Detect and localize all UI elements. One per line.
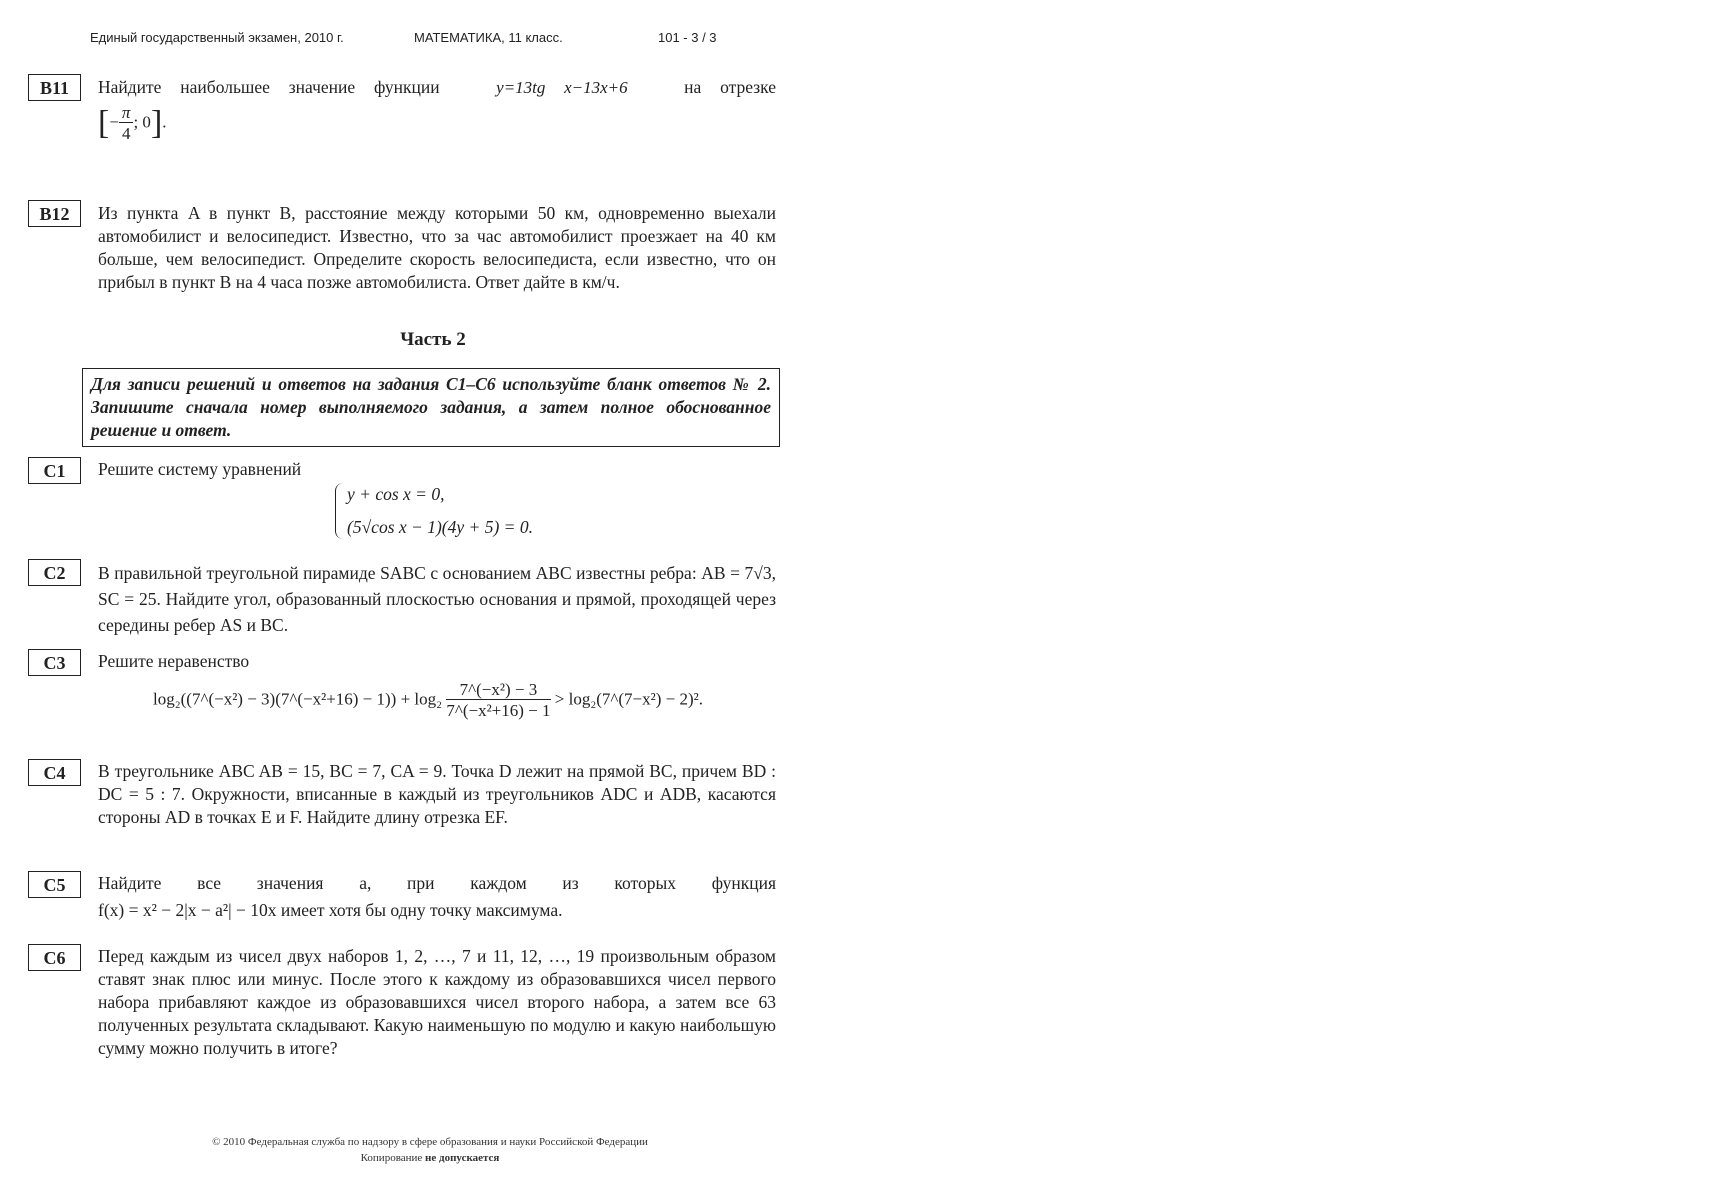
task-c1 — [28, 457, 778, 547]
c1-equation-2: (5√cos x − 1)(4y + 5) = 0. — [347, 517, 533, 537]
c1-system — [335, 479, 575, 543]
b11-question: Найдите наибольшее значение функции — [98, 77, 440, 97]
task-c3 — [28, 649, 778, 739]
exam-page — [0, 0, 800, 1193]
c5-line-2: f(x) = x² − 2|x − a²| − 10x имеет хотя бы одну точку максимума. — [98, 900, 563, 920]
part-2-instructions: Для записи решений и ответов на задания С1–С6 используйте бланк ответов № 2. Запишите сначала номер выполняемого задания, а затем полное обоснованное решение и ответ. — [82, 368, 780, 447]
c2-text: В правильной треугольной пирамиде SABC с основанием ABC известны ребра: AB = 7√3, SC = 25. Найдите угол, образованный плоскостью основания и прямой, проходящей через середины ребер AS и BC. — [98, 563, 776, 635]
task-label-c2: C2 — [28, 559, 81, 586]
task-label-c3: C3 — [28, 649, 81, 676]
header-page-number: 101 - 3 / 3 — [658, 30, 717, 45]
footer-copy-forbidden: не допускается — [425, 1152, 500, 1164]
header-exam: Единый государственный экзамен, 2010 г. — [90, 30, 344, 45]
task-b12 — [28, 200, 778, 320]
c3-fraction-denominator: 7^(−x²+16) − 1 — [446, 701, 551, 720]
task-label-b11: B11 — [28, 74, 81, 101]
task-c5 — [28, 871, 778, 931]
header-subject: МАТЕМАТИКА, 11 класс. — [414, 30, 563, 45]
task-b11 — [28, 74, 778, 164]
task-c6 — [28, 944, 778, 1084]
c3-text: Решите неравенство — [98, 651, 250, 671]
b11-interval-minus: − — [109, 112, 119, 132]
b11-tail: на отрезке — [684, 77, 776, 97]
c3-fraction-numerator: 7^(−x²) − 3 — [446, 681, 550, 700]
task-label-b12: B12 — [28, 200, 81, 227]
b11-function-formula: y=13tg x−13x+6 — [496, 78, 628, 97]
part-2-title: Часть 2 — [400, 329, 466, 350]
footer-copy-prefix: Копирование — [360, 1152, 423, 1164]
b11-interval: [− $\frac{\pi}{4}$ ; 0]. — [98, 103, 167, 143]
task-label-c4: C4 — [28, 759, 81, 786]
c1-brace — [335, 483, 344, 539]
c1-equation-1: y + cos x = 0, — [347, 484, 445, 504]
c3-inequality — [153, 681, 703, 720]
c5-line-1: Найдите все значения a, при каждом из которых функция — [98, 873, 776, 893]
task-b12-text: Из пункта A в пункт B, расстояние между которыми 50 км, одновременно выехали автомобилист и велосипедист. Известно, что за час автомобилист проезжает на 40 км больше, чем велосипедист. Определите скорость велосипедиста, если известно, что он прибыл в пункт B на 4 часа позже автомобилиста. Ответ дайте в км/ч. — [98, 203, 776, 292]
b11-interval-denominator: 4 — [121, 124, 131, 143]
task-c4 — [28, 759, 778, 859]
task-label-c1: C1 — [28, 457, 81, 484]
task-label-c6: C6 — [28, 944, 81, 971]
task-c2 — [28, 559, 778, 639]
c4-text: В треугольнике ABC AB = 15, BC = 7, CA = 9. Точка D лежит на прямой BC, причем BD : DC = 5 : 7. Окружности, вписанные в каждый из треугольников ADC и ADB, касаются стороны AD в точках E и F. Найдите длину отрезка EF. — [98, 761, 776, 827]
footer-copyright: © 2010 Федеральная служба по надзору в сфере образования и науки Российской Федерации — [212, 1136, 648, 1148]
page-header — [90, 30, 717, 45]
task-b11-text — [98, 76, 776, 99]
c3-rhs: > log₂(7^(7−x²) − 2)². — [554, 689, 703, 709]
c6-text: Перед каждым из чисел двух наборов 1, 2, …, 7 и 11, 12, …, 19 произвольным образом ставят знак плюс или минус. После этого к каждому из образовавшихся чисел первого набора прибавляют каждое из образовавшихся чисел второго набора, а затем все 63 полученных результата складывают. Какую наименьшую по модулю и какую наибольшую сумму можно получить в итоге? — [98, 946, 776, 1058]
b11-interval-right: ; 0 — [133, 112, 151, 132]
c3-lhs-log: log₂((7^(−x²) − 3)(7^(−x²+16) − 1)) + log₂ — [153, 689, 443, 709]
footer-copy-notice — [160, 1150, 700, 1166]
page-footer — [160, 1134, 700, 1166]
b11-interval-numerator: π — [119, 104, 134, 123]
c1-text: Решите систему уравнений — [98, 459, 302, 479]
task-label-c5: C5 — [28, 871, 81, 898]
